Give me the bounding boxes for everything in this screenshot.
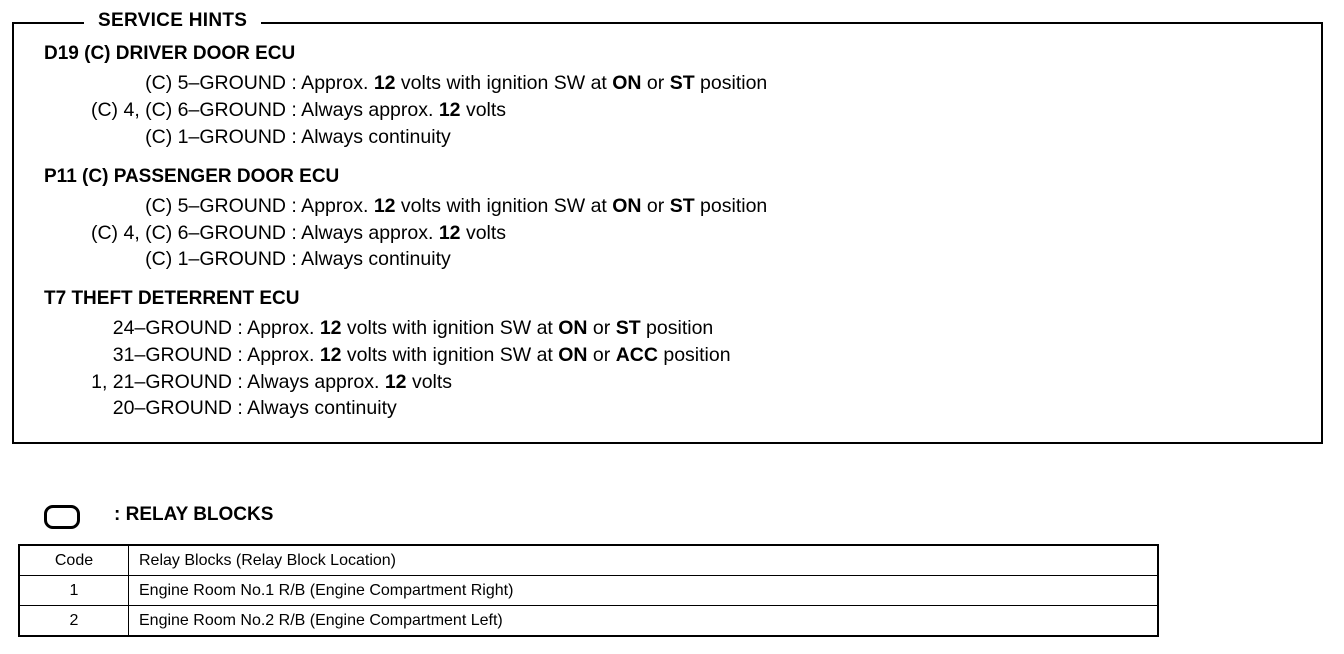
hint-line: (C) 4, (C) 6–GROUND : Always approx. 12 volts	[90, 222, 507, 244]
cell-location: Engine Room No.2 R/B (Engine Compartment Left)	[129, 606, 1159, 637]
section-heading-passenger-door-ecu: P11 (C) PASSENGER DOOR ECU	[44, 166, 340, 187]
cell-location: Engine Room No.1 R/B (Engine Compartment Right)	[129, 576, 1159, 606]
table-row	[19, 606, 1158, 637]
relay-blocks-legend: : RELAY BLOCKS	[114, 504, 274, 525]
hint-line: (C) 1–GROUND : Always continuity	[145, 248, 451, 270]
table-header-row	[19, 545, 1158, 576]
column-header-location: Relay Blocks (Relay Block Location)	[129, 545, 1159, 576]
column-header-code: Code	[19, 545, 129, 576]
cell-code: 2	[19, 606, 129, 637]
hint-line: 20–GROUND : Always continuity	[112, 397, 397, 419]
relay-blocks-table	[18, 544, 1159, 637]
section-heading-theft-deterrent-ecu: T7 THEFT DETERRENT ECU	[44, 288, 300, 309]
hint-line: (C) 4, (C) 6–GROUND : Always approx. 12 volts	[90, 99, 507, 121]
hint-line: (C) 1–GROUND : Always continuity	[145, 126, 451, 148]
hint-line: 31–GROUND : Approx. 12 volts with ignition SW at ON or ACC position	[112, 344, 731, 366]
section-heading-driver-door-ecu: D19 (C) DRIVER DOOR ECU	[44, 43, 296, 64]
hint-line: 1, 21–GROUND : Always approx. 12 volts	[91, 371, 453, 393]
service-hints-title: SERVICE HINTS	[84, 9, 261, 33]
relay-block-symbol-icon	[44, 505, 80, 529]
hint-line: 24–GROUND : Approx. 12 volts with ignition SW at ON or ST position	[112, 317, 714, 339]
hint-line: (C) 5–GROUND : Approx. 12 volts with ignition SW at ON or ST position	[145, 72, 768, 94]
cell-code: 1	[19, 576, 129, 606]
table-row	[19, 576, 1158, 606]
hint-line: (C) 5–GROUND : Approx. 12 volts with ignition SW at ON or ST position	[145, 195, 768, 217]
